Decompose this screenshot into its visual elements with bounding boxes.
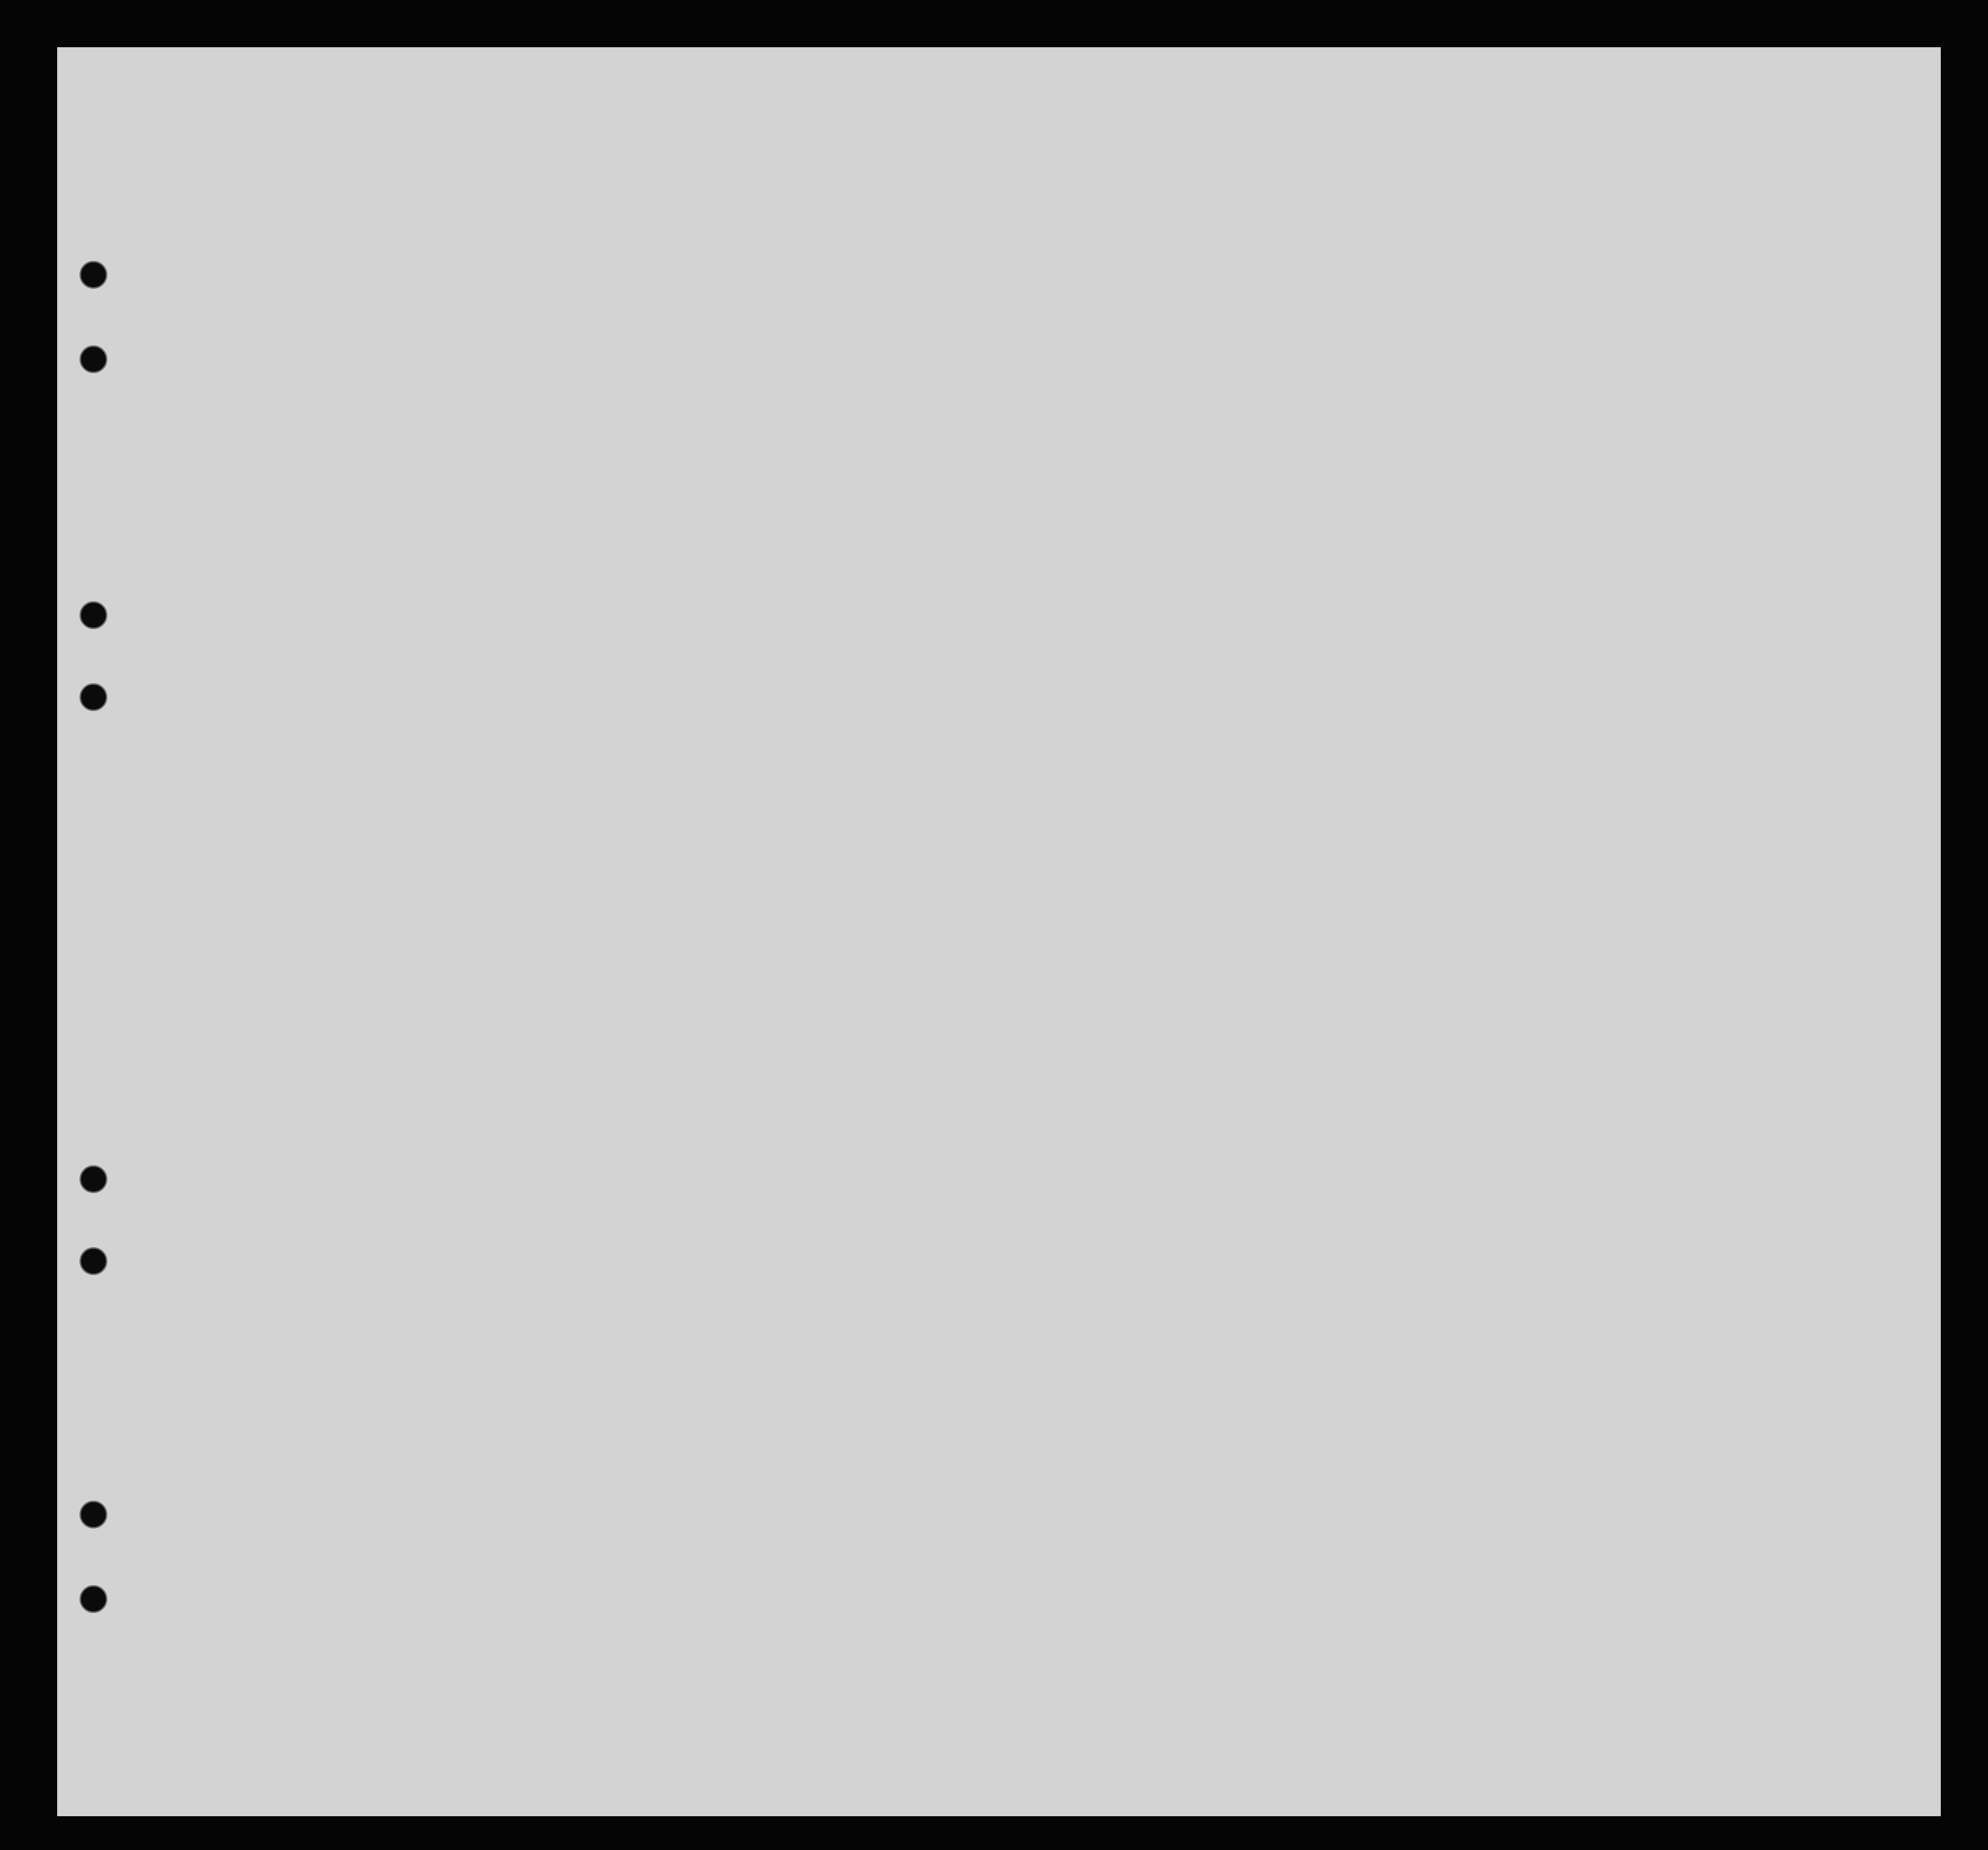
header-q30	[1464, 323, 1481, 437]
header-inches	[1662, 398, 1690, 435]
header-ticket	[590, 321, 615, 435]
header-q29	[1426, 318, 1456, 440]
header-anarchist	[1347, 328, 1360, 437]
header-purpose-citizen	[1242, 350, 1267, 440]
header-prison	[1276, 318, 1311, 440]
header-purpose-length	[1204, 350, 1233, 440]
header-polygamist	[1324, 328, 1337, 437]
header-purpose-return	[1169, 350, 1198, 440]
header-q31	[1489, 323, 1506, 437]
header-money	[716, 318, 739, 437]
header-feet	[1632, 405, 1659, 435]
header-q28	[1369, 318, 1419, 440]
